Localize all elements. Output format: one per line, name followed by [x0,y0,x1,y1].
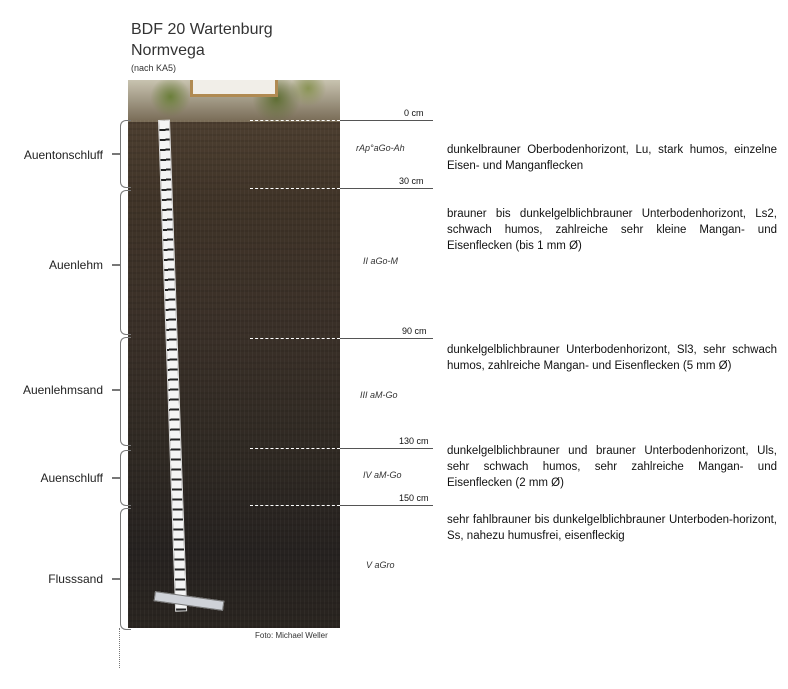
brace-auenlehm [120,190,131,335]
brace-auentonschluff [120,120,131,188]
horizon-description: brauner bis dunkelgelblichbrauner Unterbodenhorizont, Ls2, schwach humos, zahlreiche sehr kleine Mangan- und Eisenflecken (bis 1 mm Ø) [447,208,777,252]
soil-class-label: Auenlehmsand [22,383,103,397]
depth-label: 90 cm [402,326,427,336]
profile-continuation-line [119,628,120,668]
brace-tick [112,389,120,391]
brace-flusssand [120,508,131,630]
soil-class-label: Auentonschluff [23,148,103,162]
depth-line [250,505,340,506]
horizon-symbol: IV aM-Go [363,470,402,480]
depth-line [340,120,433,121]
brace-tick [112,477,120,479]
depth-line [250,188,340,189]
depth-line [340,448,433,449]
profile-title: BDF 20 Wartenburg [131,21,273,38]
profile-board [190,80,278,97]
brace-tick [112,264,120,266]
profile-subtitle: Normvega [131,42,205,59]
photo-credit: Foto: Michael Weller [255,631,328,640]
horizon-symbol: V aGro [366,560,395,570]
depth-line [340,505,433,506]
horizon-symbol: II aGo-M [363,256,399,266]
depth-label: 150 cm [399,493,429,503]
horizon-description: dunkelgelblichbrauner Unterbodenhorizont, Sl3, sehr schwach humos, zahlreiche Mangan- und Eisenflecken (5 mm Ø) [447,344,777,372]
soil-class-label: Auenschluff [40,471,103,485]
depth-label: 0 cm [404,108,424,118]
brace-tick [112,578,120,580]
depth-line [250,338,340,339]
classification-note: (nach KA5) [131,63,177,73]
soil-class-label: Auenlehm [48,258,103,272]
horizon-symbol: rAp°aGo-Ah [356,143,405,153]
horizon-symbol: III aM-Go [360,390,398,400]
depth-line [340,338,433,339]
soil-class-label: Flusssand [48,572,103,586]
brace-auenschluff [120,450,131,506]
depth-label: 30 cm [399,176,424,186]
soil-profile-photo [128,80,340,628]
horizon-description: sehr fahlbrauner bis dunkelgelblichbrauner Unterboden-horizont, Ss, nahezu humusfrei, eisenfleckig [447,514,777,542]
horizon-description: dunkelgelblichbrauner und brauner Unterbodenhorizont, Uls, sehr schwach humos, sehr zahlreiche Mangan- und Eisenflecken (2 mm Ø) [447,445,777,489]
depth-line [250,120,340,121]
depth-line [340,188,433,189]
brace-auenlehmsand [120,337,131,446]
brace-tick [112,153,120,155]
horizon-description: dunkelbrauner Oberbodenhorizont, Lu, stark humos, einzelne Eisen- und Manganflecken [447,144,777,172]
depth-label: 130 cm [399,436,429,446]
depth-line [250,448,340,449]
